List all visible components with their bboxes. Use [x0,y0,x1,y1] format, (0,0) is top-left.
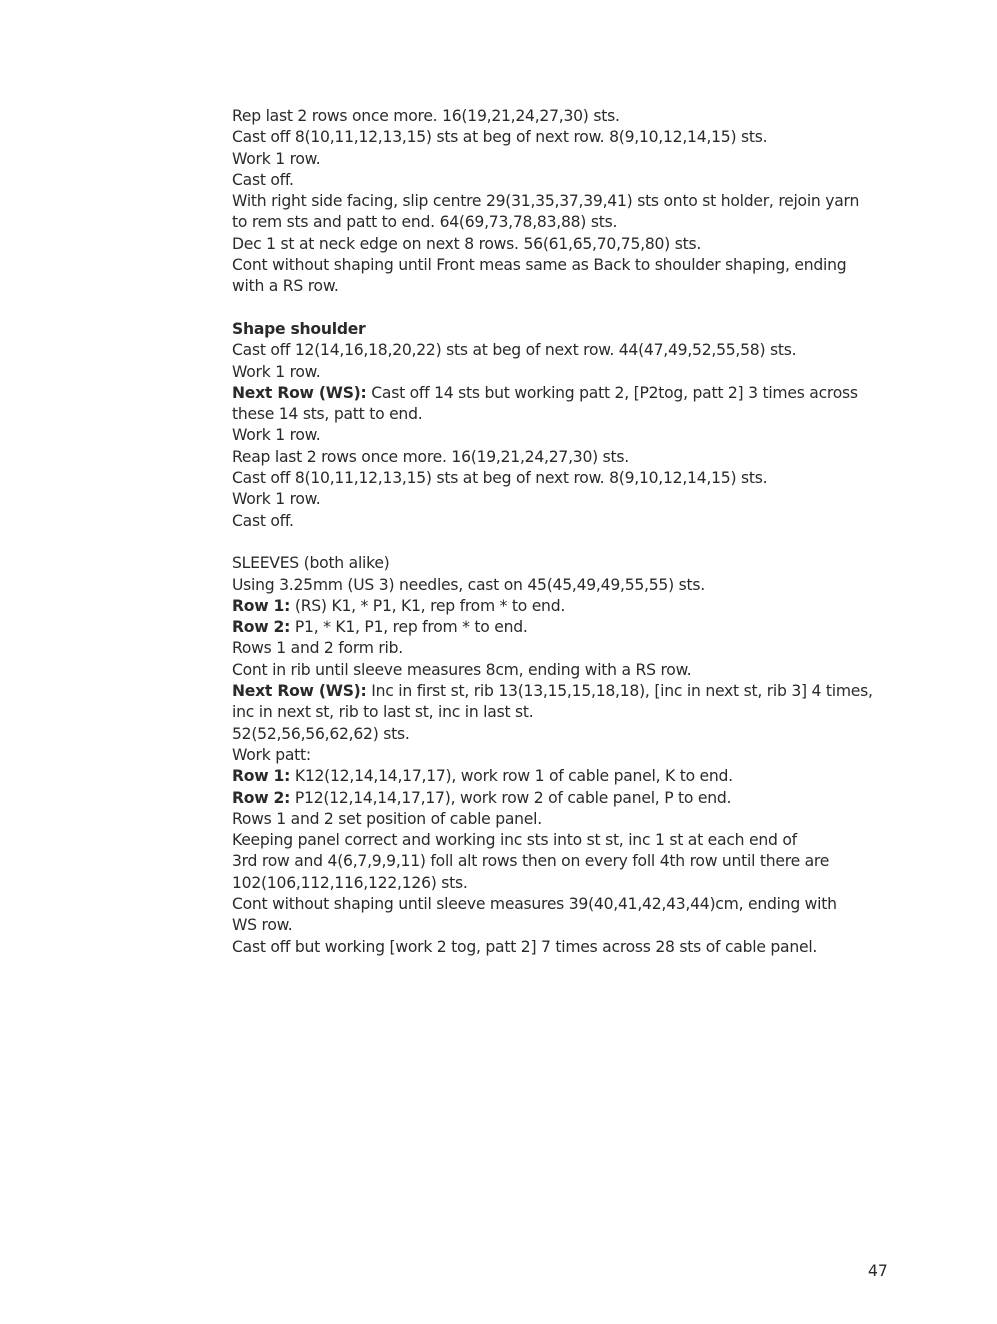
row-instruction: Cast off 14 sts but working patt 2, [P2tog, patt 2] 3 times across [366,383,858,402]
text-line: to rem sts and patt to end. 64(69,73,78,83,88) sts. [232,213,618,232]
row-instruction: P1, * K1, P1, rep from * to end. [290,618,528,637]
row-label: Row 1: [232,767,291,786]
sleeves-section [232,553,897,958]
paragraph-gap [232,532,897,553]
row-instruction: P12(12,14,14,17,17), work row 2 of cable panel, P to end. [290,788,732,807]
text-line: Cast off 8(10,11,12,13,15) sts at beg of next row. 8(9,10,12,14,15) sts. [232,469,768,488]
shape-shoulder-section [232,319,897,532]
text-line: Work 1 row. [232,426,321,445]
text-line: Cast off. [232,511,294,530]
paragraph-gap [232,298,897,319]
row-label: Row 1: [232,596,291,615]
page-number: 47 [868,1262,888,1280]
text-line [232,766,897,787]
text-line: these 14 sts, patt to end. [232,405,423,424]
text-line: Rows 1 and 2 form rib. [232,639,403,658]
text-line: 3rd row and 4(6,7,9,9,11) foll alt rows then on every foll 4th row until there are [232,852,830,871]
text-line [232,596,897,617]
text-line: Work 1 row. [232,149,321,168]
text-line: Keeping panel correct and working inc sts into st st, inc 1 st at each end of [232,831,797,850]
row-label: Next Row (WS): [232,682,367,701]
front-section [232,106,897,298]
text-line: with a RS row. [232,277,339,296]
text-line: Rows 1 and 2 set position of cable panel. [232,809,542,828]
text-line: Cont without shaping until Front meas same as Back to shoulder shaping, ending [232,256,847,275]
text-line: 102(106,112,116,122,126) sts. [232,873,468,892]
text-line: WS row. [232,916,293,935]
text-line [232,788,897,809]
text-line [232,681,897,702]
section-heading: Shape shoulder [232,319,366,338]
text-line: Cast off but working [work 2 tog, patt 2] 7 times across 28 sts of cable panel. [232,937,818,956]
text-line: Cont in rib until sleeve measures 8cm, ending with a RS row. [232,660,692,679]
text-line: Cont without shaping until sleeve measures 39(40,41,42,43,44)cm, ending with [232,894,837,913]
text-line: With right side facing, slip centre 29(31,35,37,39,41) sts onto st holder, rejoin yarn [232,192,860,211]
text-line: Cast off 12(14,16,18,20,22) sts at beg of next row. 44(47,49,52,55,58) sts. [232,341,797,360]
text-line: inc in next st, rib to last st, inc in last st. [232,703,534,722]
text-line [232,383,897,404]
text-line: Work 1 row. [232,362,321,381]
text-line: Work 1 row. [232,490,321,509]
row-instruction: K12(12,14,14,17,17), work row 1 of cable panel, K to end. [290,767,733,786]
text-line: Using 3.25mm (US 3) needles, cast on 45(45,49,49,55,55) sts. [232,575,705,594]
text-line: Cast off. [232,170,294,189]
text-line: Cast off 8(10,11,12,13,15) sts at beg of next row. 8(9,10,12,14,15) sts. [232,128,768,147]
text-line: Reap last 2 rows once more. 16(19,21,24,27,30) sts. [232,447,629,466]
text-line: Rep last 2 rows once more. 16(19,21,24,27,30) sts. [232,107,620,125]
section-heading: SLEEVES (both alike) [232,554,390,573]
row-instruction: Inc in first st, rib 13(13,15,15,18,18), [inc in next st, rib 3] 4 times, [366,682,873,701]
row-label: Row 2: [232,788,291,807]
text-line: Work patt: [232,745,311,764]
row-instruction: (RS) K1, * P1, K1, rep from * to end. [290,596,566,615]
text-line: 52(52,56,56,62,62) sts. [232,724,410,743]
text-line [232,617,897,638]
text-line: Dec 1 st at neck edge on next 8 rows. 56(61,65,70,75,80) sts. [232,234,702,253]
row-label: Row 2: [232,618,291,637]
pattern-text [232,106,897,958]
row-label: Next Row (WS): [232,383,367,402]
